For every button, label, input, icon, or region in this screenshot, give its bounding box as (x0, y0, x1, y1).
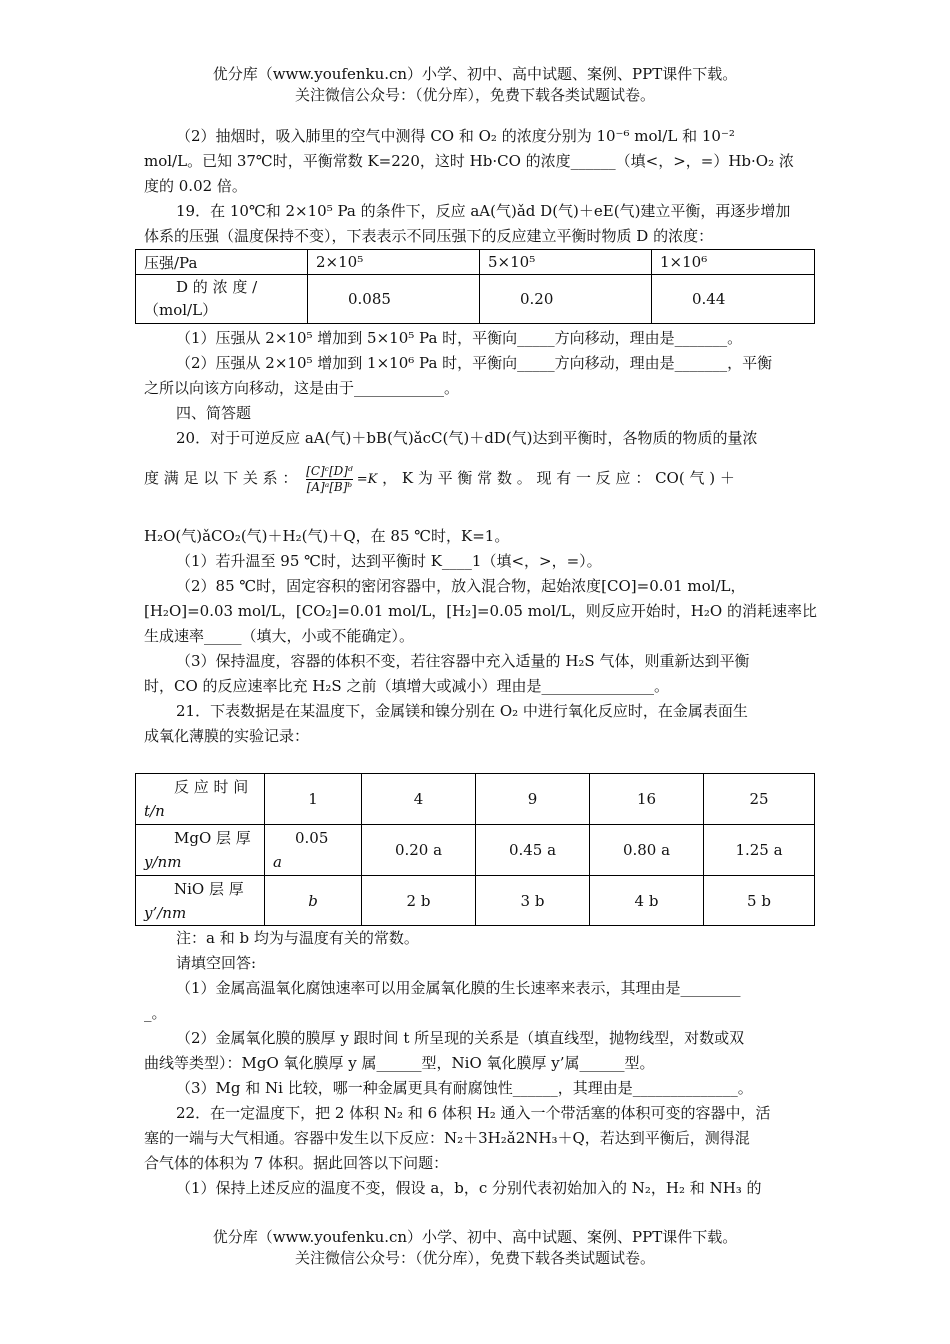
q21-sub-1a: （1）金属高温氧化腐蚀速率可以用金属氧化膜的生长速率来表示，其理由是________ (176, 979, 741, 997)
table-cell: 5 b (704, 876, 815, 926)
q21-sub-2b: 曲线等类型）：MgO 氧化膜厚 y 属______型，NiO 氧化膜厚 y’属______型。 (144, 1054, 655, 1072)
table-cell: 5×10⁵ (480, 250, 652, 275)
q20-sub-2b: [H₂O]=0.03 mol/L，[CO₂]=0.01 mol/L，[H₂]=0.05 mol/L，则反应开始时，H₂O 的消耗速率比 (144, 602, 817, 620)
q18-line-2: mol/L。已知 37℃时，平衡常数 K=220，这时 Hb·CO 的浓度______（填<，>，=）Hb·O₂ 浓 (144, 152, 794, 170)
q19-sub-2a: （2）压强从 2×10⁵ 增加到 1×10⁶ Pa 时，平衡向_____方向移动，理由是_______，平衡 (176, 354, 773, 372)
table-cell: 压强/Pa (136, 250, 308, 275)
fraction-equals-k: =K (356, 472, 378, 487)
q20-sub-2c: 生成速率_____（填大，小或不能确定）。 (144, 627, 415, 645)
q20-line-1: 20．对于可逆反应 aA(气)＋bB(气)ǎcC(气)＋dD(气)达到平衡时，各物质的物质的量浓 (176, 429, 758, 447)
q22-line-1: 22．在一定温度下，把 2 体积 N₂ 和 6 体积 H₂ 通入一个带活塞的体积可变的容器中，活 (176, 1104, 771, 1122)
d-concentration-label: D 的 浓 度 / (176, 278, 258, 296)
table-cell: 0.20 (480, 275, 652, 324)
table-cell: 2 b (362, 876, 476, 926)
mgo-unit: y/nm (144, 853, 182, 871)
q20-line-2-text-a: 度 满 足 以 下 关 系 ： (144, 469, 298, 487)
table-row (136, 275, 815, 324)
mgo-value-first-const: a (273, 853, 282, 871)
table-cell (265, 825, 362, 876)
nio-unit: y’/nm (144, 903, 187, 922)
q20-sub-3b: 时，CO 的反应速率比充 H₂S 之前（填增大或减小）理由是_______________。 (144, 677, 669, 695)
page-header-line-2: 关注微信公众号：（优分库），免费下载各类试题试卷。 (294, 86, 655, 104)
q19-pressure-table (135, 249, 815, 324)
table-cell: 4 b (590, 876, 704, 926)
page-footer-line-2: 关注微信公众号：（优分库），免费下载各类试题试卷。 (294, 1249, 655, 1267)
table-cell: 0.45 a (476, 825, 590, 876)
q18-line-3: 度的 0.02 倍。 (144, 177, 247, 195)
fraction-numerator: [C]ᶜ[D]ᵈ (306, 463, 353, 478)
q20-line-2 (144, 460, 808, 496)
q21-sub-1b: _。 (144, 1004, 167, 1022)
table-cell: 3 b (476, 876, 590, 926)
q22-line-3: 合气体的体积为 7 体积。据此回答以下问题： (144, 1154, 449, 1172)
nio-header: NiO 层 厚 (174, 879, 244, 898)
table-row (136, 825, 815, 876)
mgo-value-first: 0.05 (295, 829, 329, 847)
q19-sub-1: （1）压强从 2×10⁵ 增加到 5×10⁵ Pa 时，平衡向_____方向移动，理由是_______。 (176, 329, 743, 347)
table-row (136, 876, 815, 926)
q19-line-2: 体系的压强（温度保持不变），下表表示不同压强下的反应建立平衡时物质 D 的浓度： (144, 227, 714, 245)
q19-sub-2b: 之所以向该方向移动，这是由于____________。 (144, 379, 460, 397)
q21-sub-3: （3）Mg 和 Ni 比较，哪一种金属更具有耐腐蚀性______，其理由是______________。 (176, 1079, 753, 1097)
table-cell: 1×10⁶ (652, 250, 815, 275)
table-cell: 1 (265, 774, 362, 825)
table-row (136, 774, 815, 825)
q20-line-3: H₂O(气)ǎCO₂(气)＋H₂(气)＋Q，在 85 ℃时，K=1。 (144, 527, 510, 545)
table-cell: 1.25 a (704, 825, 815, 876)
table-cell (136, 876, 265, 926)
q20-sub-3a: （3）保持温度，容器的体积不变，若往容器中充入适量的 H₂S 气体，则重新达到平衡 (176, 652, 750, 670)
d-concentration-unit: （mol/L） (144, 301, 218, 319)
page-footer-line-1: 优分库（www.youfenku.cn）小学、初中、高中试题、案例、PPT课件下载。 (212, 1228, 738, 1246)
q20-sub-2a: （2）85 ℃时，固定容积的密闭容器中，放入混合物，起始浓度[CO]=0.01 mol/L， (176, 577, 746, 595)
table-cell (136, 774, 265, 825)
table-cell: 2×10⁵ (308, 250, 480, 275)
equilibrium-constant-fraction (306, 464, 353, 495)
table-cell: 9 (476, 774, 590, 825)
q22-line-2: 塞的一端与大气相通。容器中发生以下反应：N₂＋3H₂ǎ2NH₃＋Q，若达到平衡后，测得混 (144, 1129, 750, 1147)
q18-line-1: （2）抽烟时，吸入肺里的空气中测得 CO 和 O₂ 的浓度分别为 10⁻⁶ mol/L 和 10⁻² (176, 127, 735, 145)
table-cell: 0.085 (308, 275, 480, 324)
table-cell: 0.80 a (590, 825, 704, 876)
table-cell: 4 (362, 774, 476, 825)
section-heading: 四、简答题 (176, 404, 252, 422)
table-cell: 16 (590, 774, 704, 825)
mgo-header: MgO 层 厚 (174, 829, 251, 847)
table-cell (136, 275, 308, 324)
page-header-line-1: 优分库（www.youfenku.cn）小学、初中、高中试题、案例、PPT课件下载。 (212, 65, 738, 83)
q21-note: 注：a 和 b 均为与温度有关的常数。 (176, 929, 419, 947)
q20-line-2-text-b: ， K 为 平 衡 常 数 。 现 有 一 反 应 ： CO( 气 ) ＋ (382, 469, 735, 487)
q21-sub-2a: （2）金属氧化膜的膜厚 y 跟时间 t 所呈现的关系是（填直线型，抛物线型，对数或双 (176, 1029, 745, 1047)
q19-line-1: 19．在 10℃和 2×10⁵ Pa 的条件下，反应 aA(气)ǎd D(气)＋eE(气)建立平衡，再逐步增加 (176, 202, 791, 220)
q22-sub-1: （1）保持上述反应的温度不变，假设 a，b，c 分别代表初始加入的 N₂，H₂ 和 NH₃ 的 (176, 1179, 762, 1197)
time-header: 反 应 时 间 (174, 778, 249, 796)
table-cell: 0.44 (652, 275, 815, 324)
table-cell (136, 825, 265, 876)
table-cell: 25 (704, 774, 815, 825)
q21-ask: 请填空回答: (176, 954, 257, 972)
fraction-denominator: [A]ᵃ[B]ᵇ (306, 479, 353, 494)
q20-sub-1: （1）若升温至 95 ℃时，达到平衡时 K____1（填<，>，=）。 (176, 552, 602, 570)
q21-oxide-table (135, 773, 815, 926)
table-row (136, 250, 815, 275)
table-cell: b (265, 876, 362, 926)
q21-line-1: 21．下表数据是在某温度下，金属镁和镍分别在 O₂ 中进行氧化反应时，在金属表面生 (176, 702, 748, 720)
table-cell: 0.20 a (362, 825, 476, 876)
time-unit: t/n (144, 802, 165, 820)
q21-line-2: 成氧化薄膜的实验记录： (144, 727, 310, 745)
